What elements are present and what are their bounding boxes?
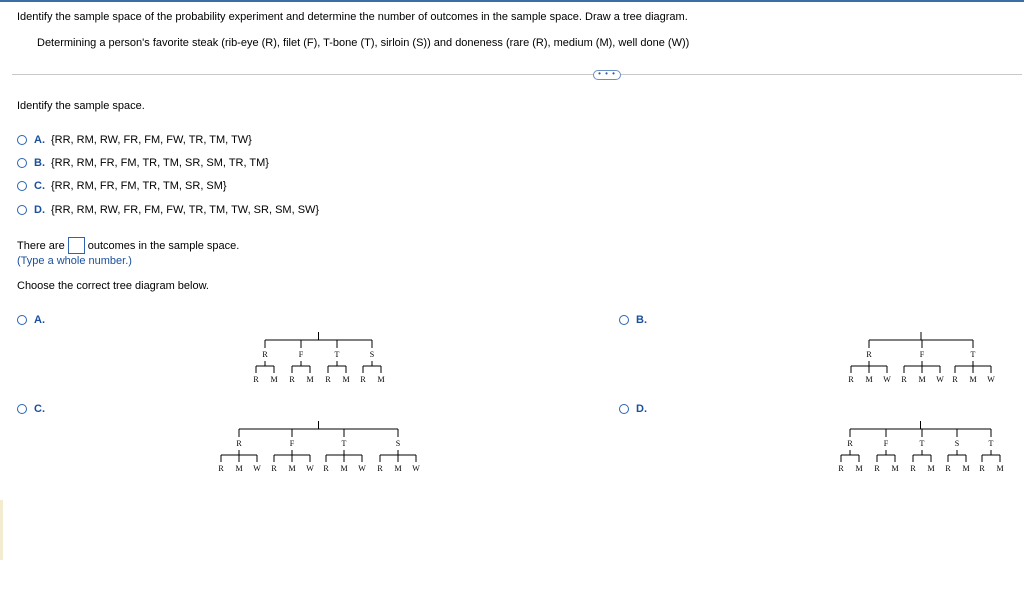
tree-leaf-label: M bbox=[342, 375, 350, 384]
tree-leaf-label: M bbox=[235, 464, 243, 473]
tree-leaf-label: W bbox=[253, 464, 261, 473]
tree-leaf-label: W bbox=[987, 375, 995, 384]
tree-option-c[interactable] bbox=[17, 403, 51, 415]
tree-option-b[interactable] bbox=[619, 314, 653, 326]
tree-leaf-label: R bbox=[979, 464, 985, 473]
outcomes-suffix: outcomes in the sample space. bbox=[87, 239, 240, 252]
tree-leaf-label: R bbox=[253, 375, 259, 384]
tree-level1-label: T bbox=[919, 439, 925, 448]
tree-leaf-label: M bbox=[394, 464, 402, 473]
sample-space-prompt: Identify the sample space. bbox=[17, 100, 145, 112]
tree-level1-label: S bbox=[954, 439, 960, 448]
outcomes-input[interactable] bbox=[68, 237, 85, 254]
tree-leaf-label: M bbox=[891, 464, 899, 473]
tree-leaf-label: R bbox=[910, 464, 916, 473]
tree-leaf-label: R bbox=[952, 375, 958, 384]
question-experiment: Determining a person's favorite steak (rib-eye (R), filet (F), T-bone (T), sirloin (S)) and doneness (rare (R), medium (M), well done (W)) bbox=[37, 37, 690, 49]
tree-leaf-label: R bbox=[901, 375, 907, 384]
option-text: {RR, RM, RW, FR, FM, FW, TR, TM, TW, SR, SM, SW} bbox=[51, 204, 320, 216]
tree-leaf-label: W bbox=[358, 464, 366, 473]
tree-leaf-label: R bbox=[218, 464, 224, 473]
outcomes-hint: (Type a whole number.) bbox=[17, 255, 132, 267]
tree-leaf-label: R bbox=[377, 464, 383, 473]
outcomes-sentence bbox=[17, 237, 239, 254]
tree-leaf-label: M bbox=[996, 464, 1004, 473]
tree-level1-label: T bbox=[988, 439, 994, 448]
tree-leaf-label: R bbox=[945, 464, 951, 473]
tree-leaf-label: M bbox=[855, 464, 863, 473]
tree-leaf-label: M bbox=[918, 375, 926, 384]
divider bbox=[12, 74, 1022, 75]
tree-level1-label: F bbox=[883, 439, 889, 448]
radio-icon[interactable] bbox=[17, 315, 27, 325]
tree-leaf-label: R bbox=[874, 464, 880, 473]
tree-leaf-label: M bbox=[270, 375, 278, 384]
tree-leaf-label: R bbox=[323, 464, 329, 473]
radio-icon[interactable] bbox=[17, 181, 27, 191]
tree-option-a[interactable] bbox=[17, 314, 51, 326]
outcomes-prefix: There are bbox=[17, 239, 65, 252]
tree-level1-label: T bbox=[334, 350, 340, 359]
radio-icon[interactable] bbox=[17, 158, 27, 168]
tree-leaf-label: M bbox=[969, 375, 977, 384]
tree-leaf-label: R bbox=[838, 464, 844, 473]
tree-leaf-label: M bbox=[306, 375, 314, 384]
option-letter: B. bbox=[34, 157, 45, 169]
tree-leaf-label: W bbox=[936, 375, 944, 384]
tree-level1-label: F bbox=[919, 350, 925, 359]
tree-level1-label: S bbox=[395, 439, 401, 448]
option-letter: C. bbox=[34, 403, 45, 415]
tree-leaf-label: M bbox=[288, 464, 296, 473]
tree-level1-label: S bbox=[369, 350, 375, 359]
tree-level1-label: R bbox=[866, 350, 872, 359]
sample-space-option-c[interactable] bbox=[17, 180, 227, 192]
tree-level1-label: R bbox=[236, 439, 242, 448]
sample-space-option-d[interactable] bbox=[17, 204, 319, 216]
option-letter: C. bbox=[34, 180, 45, 192]
more-button[interactable]: • • • bbox=[593, 70, 621, 80]
option-text: {RR, RM, FR, FM, TR, TM, SR, SM} bbox=[51, 180, 227, 192]
left-strip bbox=[0, 500, 3, 560]
tree-leaf-label: R bbox=[271, 464, 277, 473]
option-letter: D. bbox=[34, 204, 45, 216]
tree-leaf-label: R bbox=[360, 375, 366, 384]
tree-level1-label: F bbox=[289, 439, 295, 448]
option-text: {RR, RM, RW, FR, FM, FW, TR, TM, TW} bbox=[51, 134, 252, 146]
tree-leaf-label: R bbox=[289, 375, 295, 384]
radio-icon[interactable] bbox=[17, 135, 27, 145]
tree-leaf-label: R bbox=[848, 375, 854, 384]
tree-prompt: Choose the correct tree diagram below. bbox=[17, 280, 209, 292]
tree-leaf-label: M bbox=[865, 375, 873, 384]
sample-space-option-a[interactable] bbox=[17, 134, 252, 146]
top-accent-bar bbox=[0, 0, 1024, 2]
tree-option-d[interactable] bbox=[619, 403, 653, 415]
question-instruction: Identify the sample space of the probability experiment and determine the number of outcomes in the sample space. Draw a tree diagram. bbox=[17, 11, 688, 23]
tree-leaf-label: M bbox=[962, 464, 970, 473]
tree-level1-label: R bbox=[262, 350, 268, 359]
tree-leaf-label: W bbox=[883, 375, 891, 384]
tree-leaf-label: W bbox=[306, 464, 314, 473]
option-letter: A. bbox=[34, 134, 45, 146]
radio-icon[interactable] bbox=[619, 404, 629, 414]
tree-level1-label: F bbox=[298, 350, 304, 359]
option-letter: D. bbox=[636, 403, 647, 415]
tree-leaf-label: M bbox=[377, 375, 385, 384]
tree-leaf-label: R bbox=[325, 375, 331, 384]
radio-icon[interactable] bbox=[17, 404, 27, 414]
tree-leaf-label: M bbox=[927, 464, 935, 473]
tree-leaf-label: M bbox=[340, 464, 348, 473]
sample-space-option-b[interactable] bbox=[17, 157, 269, 169]
radio-icon[interactable] bbox=[17, 205, 27, 215]
radio-icon[interactable] bbox=[619, 315, 629, 325]
option-text: {RR, RM, FR, FM, TR, TM, SR, SM, TR, TM} bbox=[51, 157, 269, 169]
tree-level1-label: T bbox=[970, 350, 976, 359]
tree-level1-label: T bbox=[341, 439, 347, 448]
option-letter: B. bbox=[636, 314, 647, 326]
tree-level1-label: R bbox=[847, 439, 853, 448]
tree-leaf-label: W bbox=[412, 464, 420, 473]
option-letter: A. bbox=[34, 314, 45, 326]
